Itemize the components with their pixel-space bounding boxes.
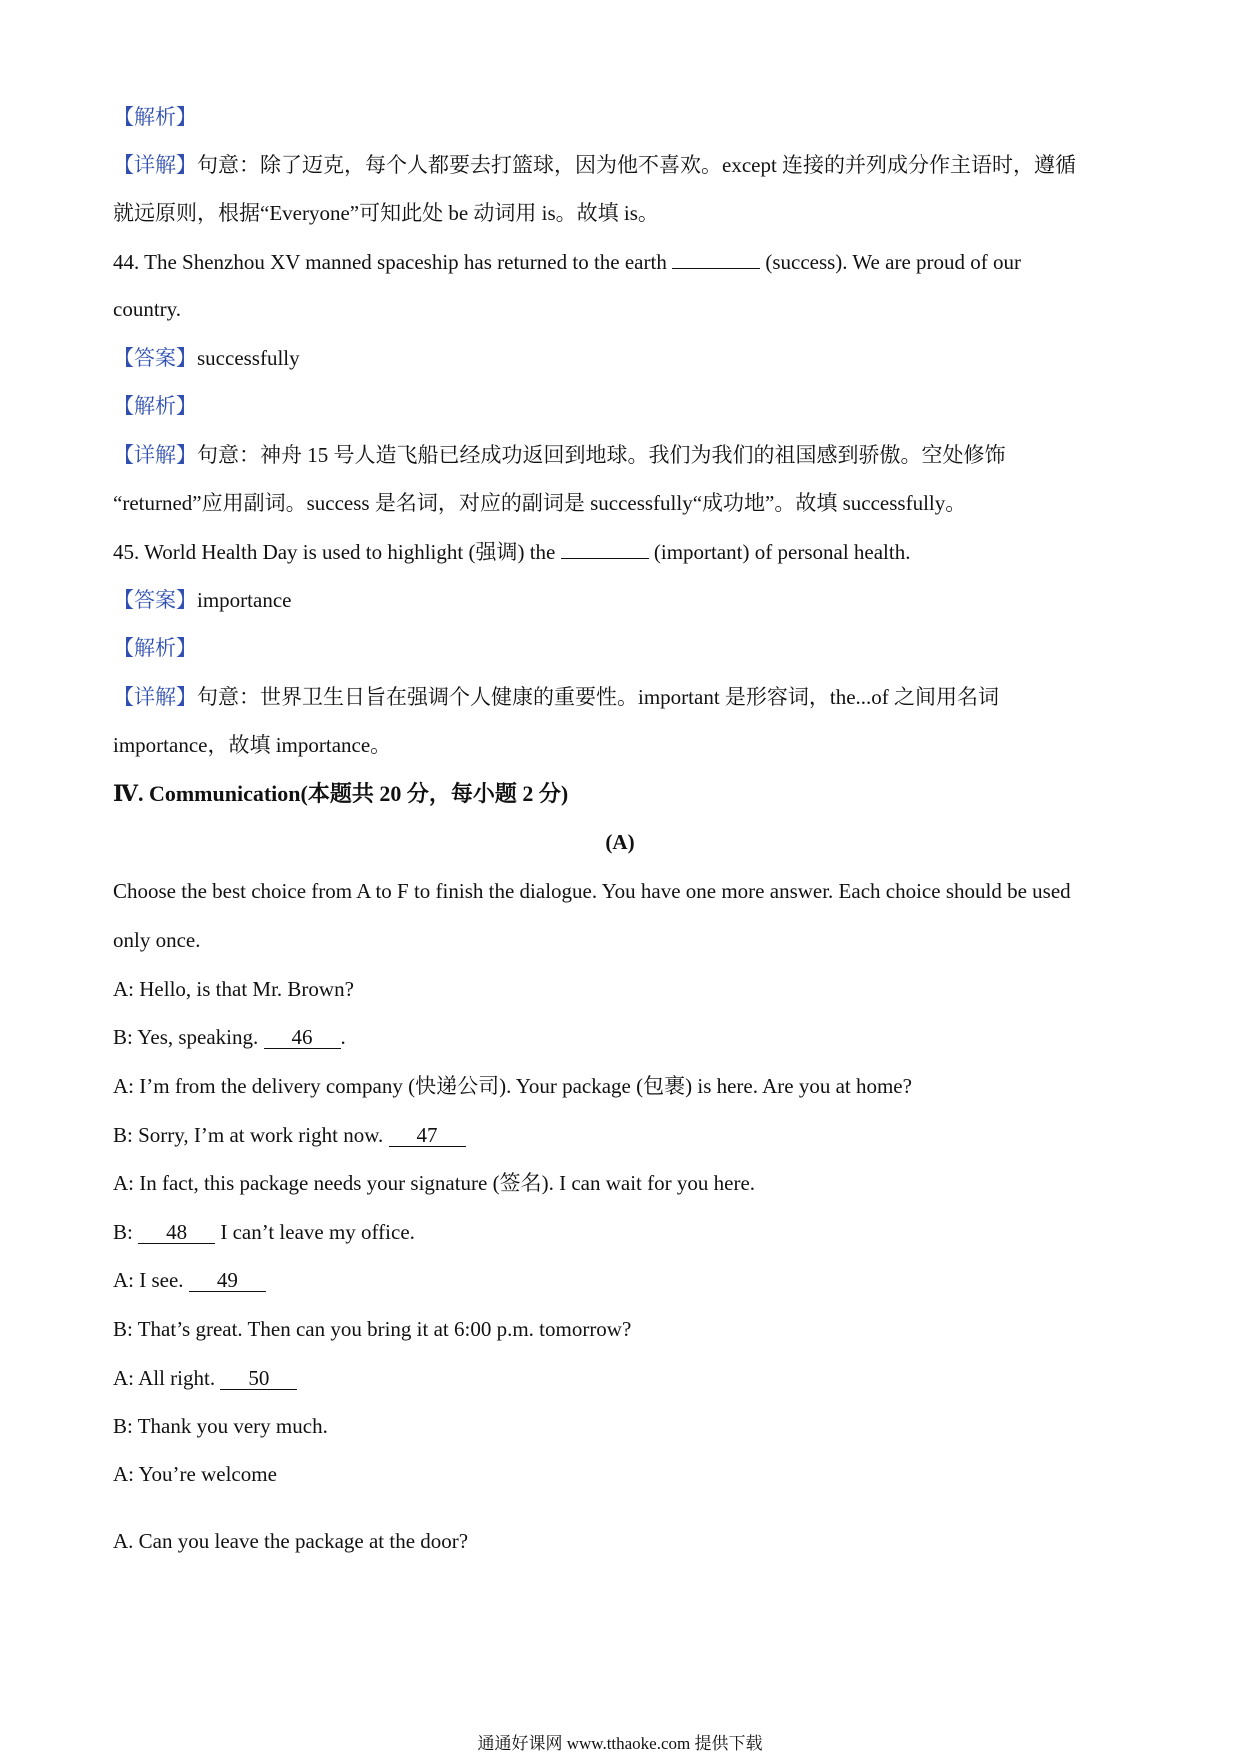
question-44 xyxy=(113,248,1021,275)
dialogue-line xyxy=(113,1122,466,1148)
dialogue-line: B: That’s great. Then can you bring it at 6:00 p.m. tomorrow? xyxy=(113,1317,632,1341)
page-footer: 通通好课网 www.tthaoke.com 提供下载 xyxy=(477,1734,763,1753)
dialogue-blank-50: 50 xyxy=(220,1367,297,1390)
dialogue-line: A: Hello, is that Mr. Brown? xyxy=(113,977,354,1001)
dialogue-line xyxy=(113,1219,415,1245)
q44-answer xyxy=(113,345,300,371)
question-text: (success). We are proud of our xyxy=(765,250,1021,274)
question-44-continued: country. xyxy=(113,297,182,321)
section-title: Ⅳ. Communication(本题共 20 分，每小题 2 分) xyxy=(113,781,569,806)
analysis-label: 【解析】 xyxy=(113,394,197,418)
dialogue-line xyxy=(113,1365,297,1391)
part-label: (A) xyxy=(605,830,635,854)
dialogue-blank-48: 48 xyxy=(138,1221,215,1244)
dialogue-line: A: You’re welcome xyxy=(113,1462,277,1486)
dialogue-text: A: All right. xyxy=(113,1366,221,1390)
detail-label: 【详解】 xyxy=(113,685,197,709)
question-45 xyxy=(113,538,910,565)
answer-label: 【答案】 xyxy=(113,346,197,370)
question-text: (important) of personal health. xyxy=(653,540,911,564)
dialogue-line xyxy=(113,1267,266,1293)
answer-blank xyxy=(561,538,649,559)
q45-detail-line-2: importance，故填 importance。 xyxy=(113,733,392,757)
q45-answer xyxy=(113,587,291,613)
detail-label: 【详解】 xyxy=(113,153,197,177)
q45-detail-line-1 xyxy=(113,684,999,710)
dialogue-blank-47: 47 xyxy=(389,1124,466,1147)
dialogue-text: . xyxy=(340,1025,346,1049)
dialogue-line xyxy=(113,1024,346,1050)
q44-detail-line-1 xyxy=(113,442,1006,468)
instruction-line-1: Choose the best choice from A to F to finish the dialogue. You have one more answer. Each choice should be used xyxy=(113,879,1071,903)
dialogue-text: B: Yes, speaking. xyxy=(113,1025,264,1049)
answer-label: 【答案】 xyxy=(113,588,197,612)
detail-text: 句意：除了迈克，每个人都要去打篮球，因为他不喜欢。except 连接的并列成分作主语时，遵循 xyxy=(197,153,1077,177)
dialogue-line: A: I’m from the delivery company (快递公司). Your package (包裹) is here. Are you at home? xyxy=(113,1074,912,1098)
dialogue-line: A: In fact, this package needs your signature (签名). I can wait for you here. xyxy=(113,1171,756,1195)
dialogue-text: I can’t leave my office. xyxy=(215,1220,415,1244)
detail-label: 【详解】 xyxy=(113,443,197,467)
dialogue-text: B: xyxy=(113,1220,139,1244)
answer-text: importance xyxy=(197,588,292,612)
dialogue-blank-46: 46 xyxy=(264,1026,341,1049)
instruction-line-2: only once. xyxy=(113,928,201,952)
dialogue-line: B: Thank you very much. xyxy=(113,1414,328,1438)
dialogue-text: B: Sorry, I’m at work right now. xyxy=(113,1123,389,1147)
detail-text: 句意：神舟 15 号人造飞船已经成功返回到地球。我们为我们的祖国感到骄傲。空处修饰 xyxy=(197,443,1006,467)
question-text: 44. The Shenzhou XV manned spaceship has returned to the earth xyxy=(113,250,667,274)
q43-detail-line-1 xyxy=(113,152,1076,178)
q44-detail-line-2: “returned”应用副词。success 是名词，对应的副词是 successfully“成功地”。故填 successfully。 xyxy=(113,491,967,515)
analysis-label: 【解析】 xyxy=(113,105,197,129)
dialogue-text: A: I see. xyxy=(113,1268,189,1292)
answer-blank xyxy=(672,248,760,269)
question-text: 45. World Health Day is used to highlight (强调) the xyxy=(113,540,556,564)
q43-detail-line-2: 就远原则，根据“Everyone”可知此处 be 动词用 is。故填 is。 xyxy=(113,201,659,225)
detail-text: 句意：世界卫生日旨在强调个人健康的重要性。important 是形容词，the...of 之间用名词 xyxy=(197,685,1000,709)
answer-text: successfully xyxy=(197,346,300,370)
option-a: A. Can you leave the package at the door? xyxy=(113,1529,469,1553)
analysis-label: 【解析】 xyxy=(113,636,197,660)
dialogue-blank-49: 49 xyxy=(189,1269,266,1292)
